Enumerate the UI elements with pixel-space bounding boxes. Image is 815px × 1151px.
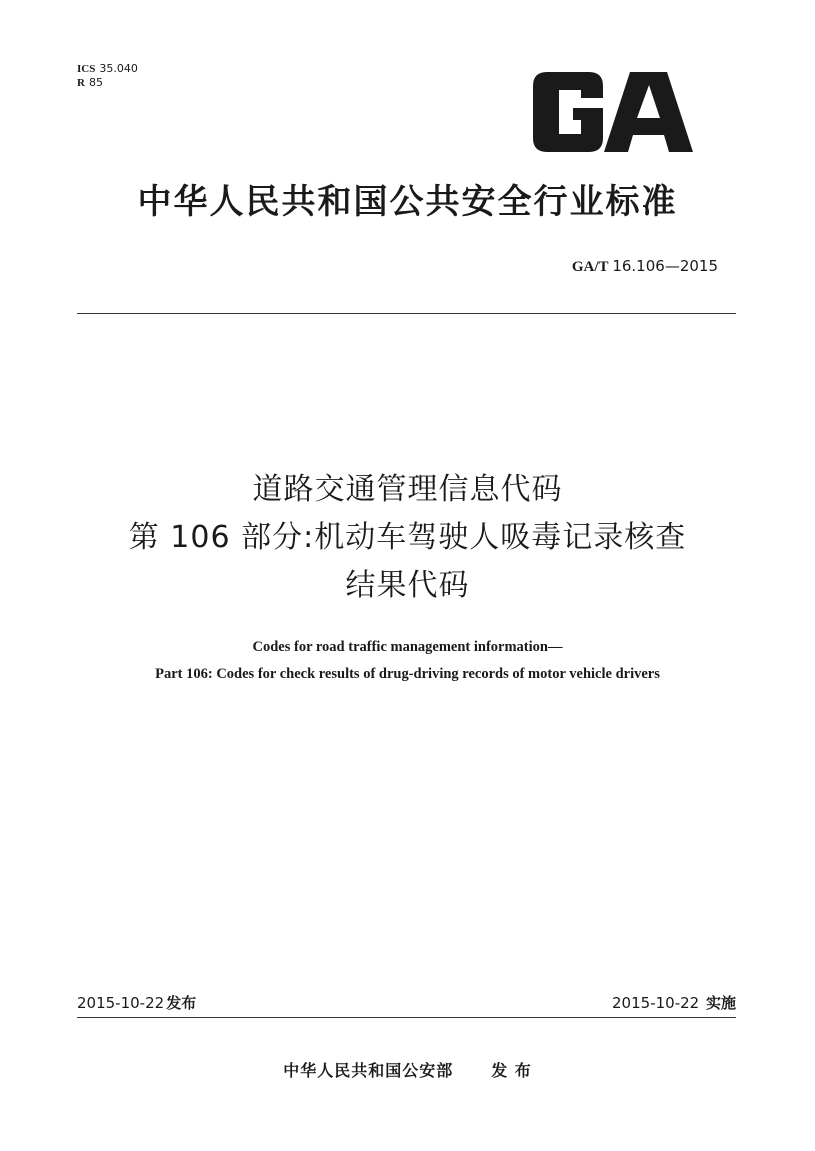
standard-number xyxy=(572,257,718,276)
ics-label: ICS xyxy=(77,63,96,75)
title-cn-line2: 第 106 部分:机动车驾驶人吸毒记录核查 xyxy=(128,520,687,555)
ccs-code xyxy=(77,76,103,90)
issuer xyxy=(0,1058,815,1081)
implement-label: 实施 xyxy=(705,994,736,1012)
release-date-value: 2015-10-22 xyxy=(77,994,165,1012)
ics-value: 35.040 xyxy=(99,62,138,75)
standard-number-value: 16.106—2015 xyxy=(612,257,718,275)
standard-prefix: GA/T xyxy=(571,259,609,275)
ccs-label: R xyxy=(77,77,85,89)
footer-divider xyxy=(77,1017,736,1018)
logo-letter-a xyxy=(604,72,693,152)
logo-letter-g xyxy=(533,72,603,152)
standard-authority: 中华人民共和国公共安全行业标准 xyxy=(137,182,678,222)
issuer-name: 中华人民共和国公安部 xyxy=(283,1061,454,1080)
title-cn-line3: 结果代码 xyxy=(345,568,470,603)
header-divider xyxy=(77,313,736,314)
issuer-action: 发 布 xyxy=(491,1061,532,1080)
title-cn-line1: 道路交通管理信息代码 xyxy=(252,472,563,507)
implement-date-value: 2015-10-22 xyxy=(612,994,700,1012)
ics-code xyxy=(77,62,138,76)
ccs-value: 85 xyxy=(88,76,103,89)
implement-date xyxy=(612,992,736,1013)
title-en-line1: Codes for road traffic management information— xyxy=(252,639,563,655)
ga-logo xyxy=(533,72,693,152)
release-date xyxy=(77,992,196,1013)
title-en-line2: Part 106: Codes for check results of drug-driving records of motor vehicle drivers xyxy=(155,666,660,682)
release-label: 发布 xyxy=(166,994,197,1012)
